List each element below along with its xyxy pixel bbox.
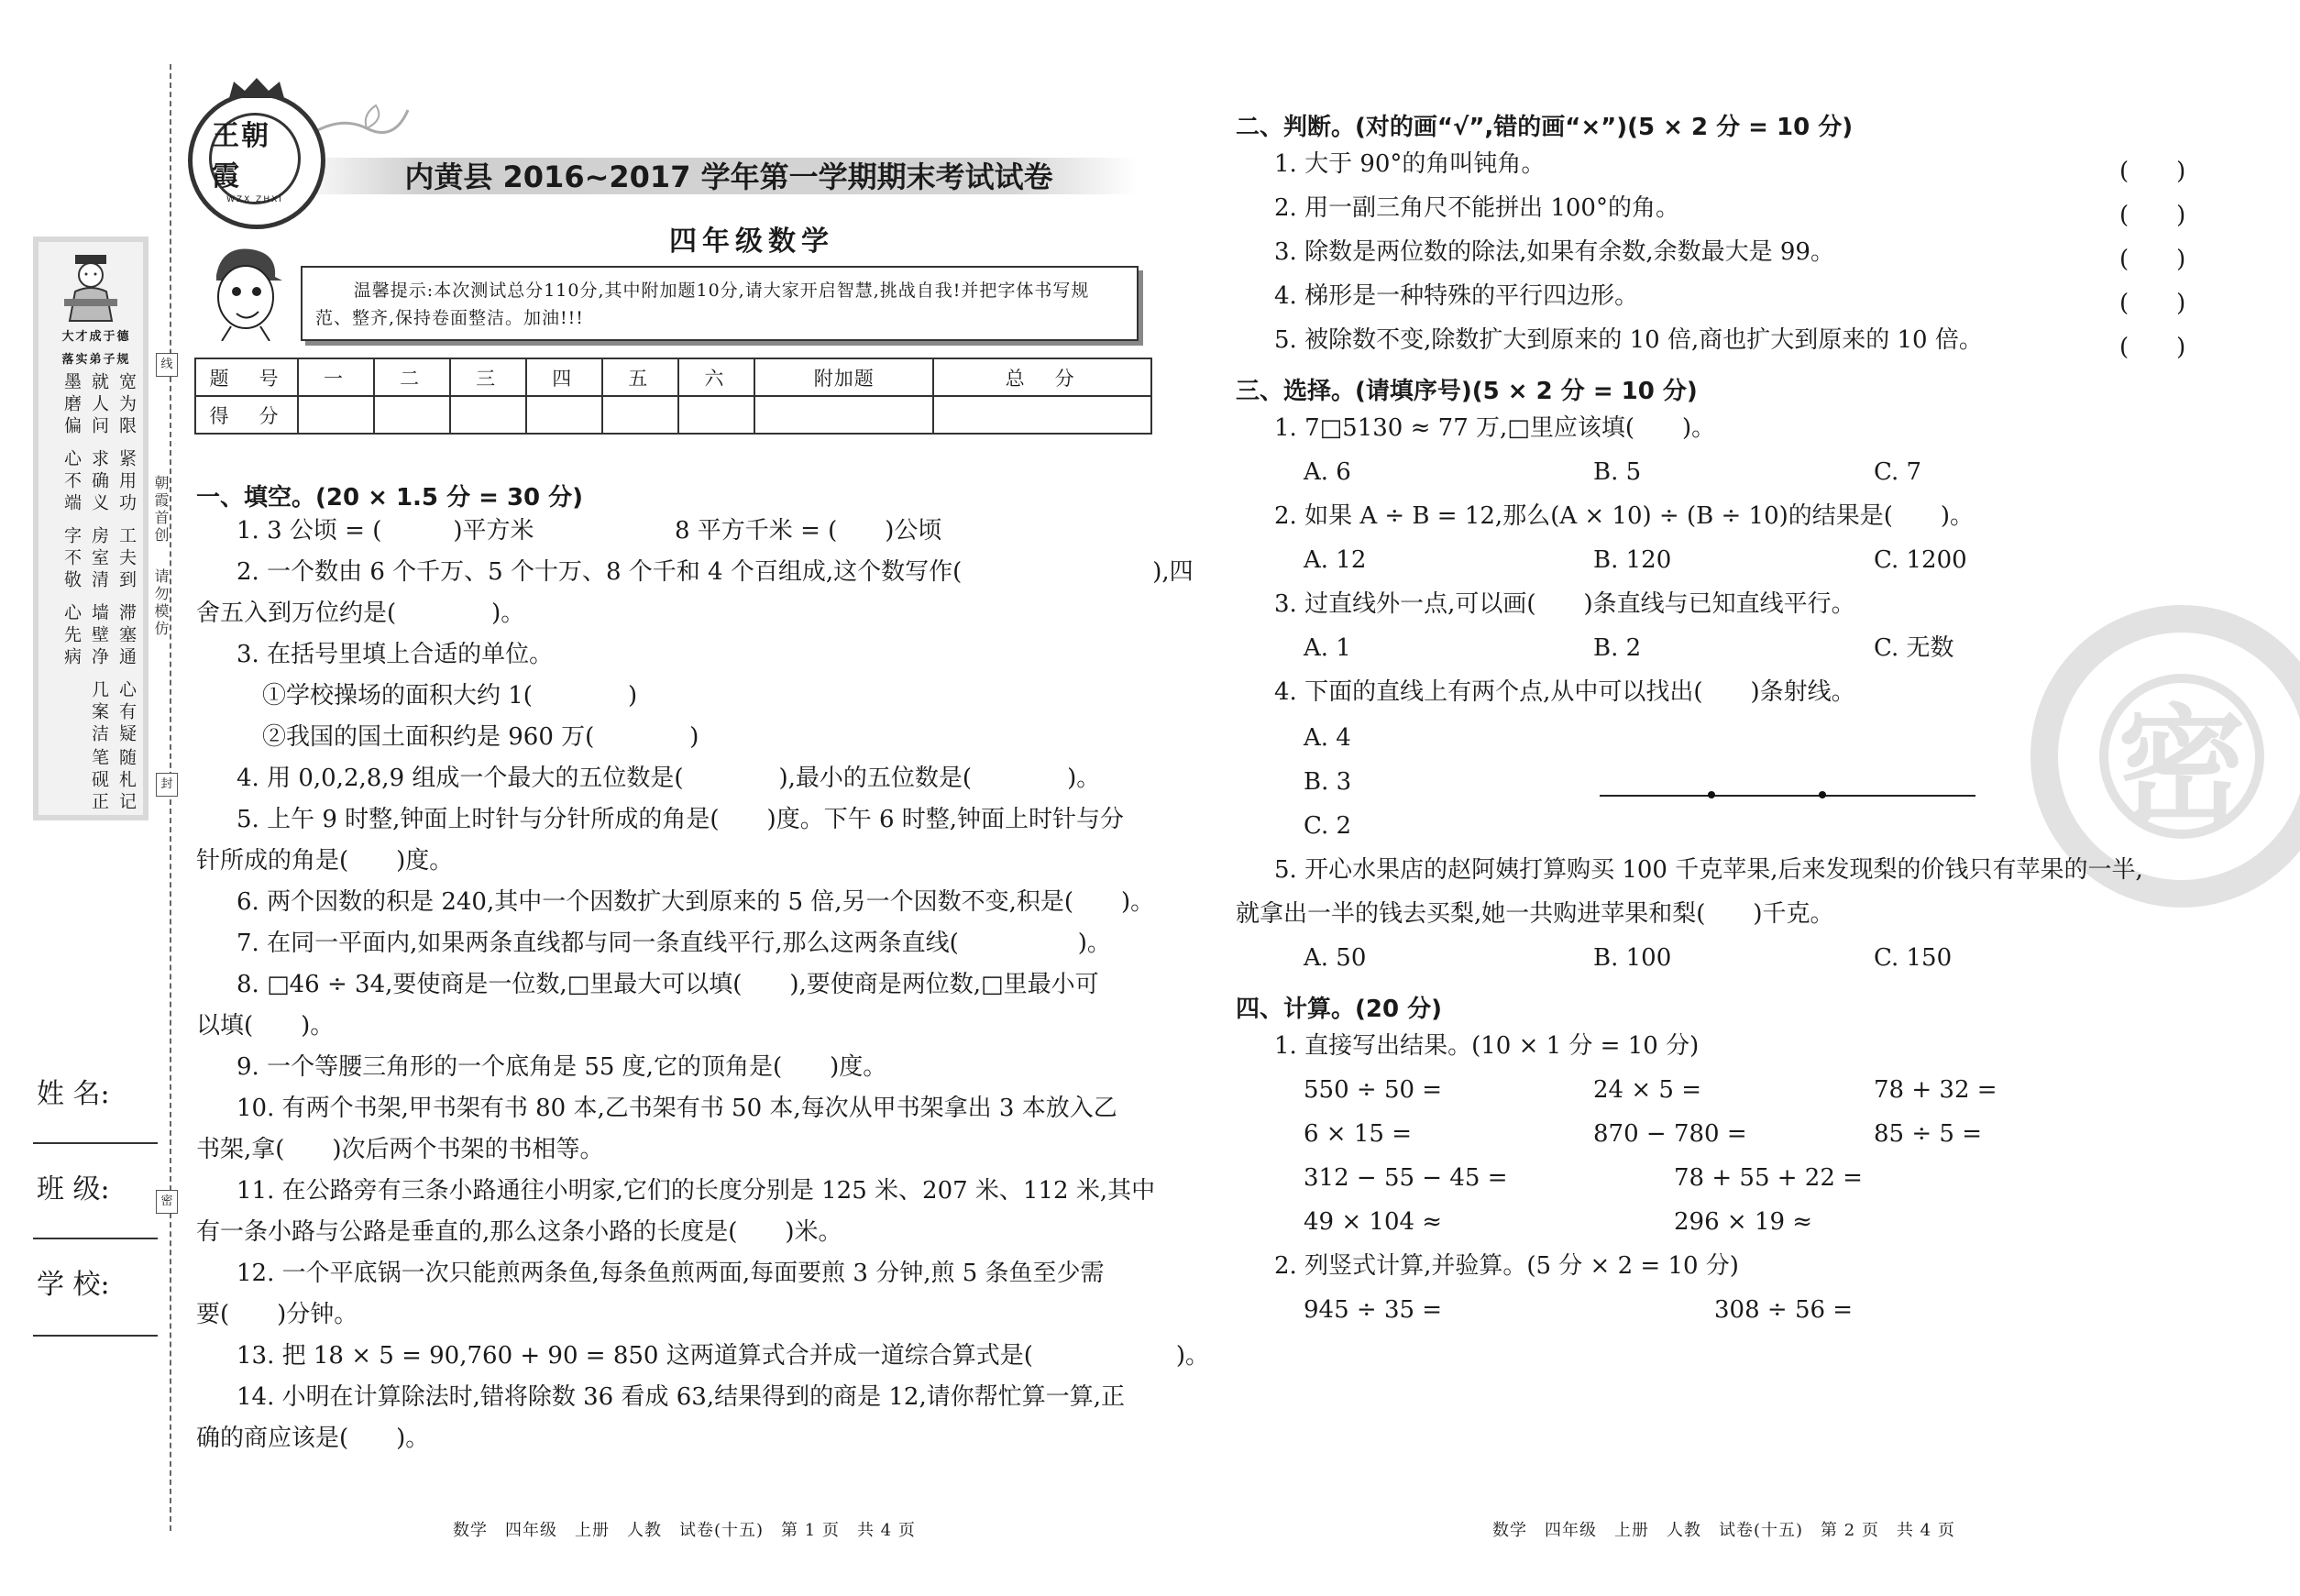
- motto-text: [50, 326, 143, 367]
- calc-item: 24 × 5 =: [1593, 1076, 1701, 1104]
- q1-1-text: 1. 3 公顷 = ( )平方米: [237, 517, 534, 545]
- score-cell[interactable]: [450, 396, 526, 434]
- cartoon-boy-icon: [204, 240, 286, 341]
- left-page-footer: 数学 四年级 上册 人教 试卷(十五) 第 1 页 共 4 页: [453, 1521, 916, 1540]
- motto-line-1: 大才成于德: [61, 330, 131, 344]
- choose-5-opt-c[interactable]: C. 150: [1874, 944, 1953, 972]
- score-col-3: 三: [450, 358, 526, 396]
- calc-item: 78 + 55 + 22 =: [1674, 1164, 1863, 1192]
- choose-4-opt-c[interactable]: C. 2: [1304, 812, 1352, 840]
- line-point-2: [1819, 791, 1826, 798]
- motto-col-16: 心先病: [61, 603, 82, 669]
- calc-item: 296 × 19 ≈: [1674, 1208, 1813, 1236]
- q1-7-text: 7. 在同一平面内,如果两条直线都与同一条直线平行,那么这两条直线( )。: [237, 930, 1111, 957]
- score-header-row: [195, 358, 1151, 396]
- q1-10-text: 10. 有两个书架,甲书架有书 80 本,乙书架有书 50 本,每次从甲书架拿出 3 本放入乙: [237, 1095, 1117, 1122]
- school-field[interactable]: [33, 1335, 158, 1337]
- judge-5-text: 5. 被除数不变,除数扩大到原来的 10 倍,商也扩大到原来的 10 倍。: [1274, 326, 1983, 354]
- choose-5-opt-a[interactable]: A. 50: [1304, 944, 1367, 972]
- score-cell[interactable]: [933, 396, 1151, 434]
- score-cell[interactable]: [754, 396, 933, 434]
- judge-5-answer[interactable]: ( ): [2119, 334, 2186, 361]
- choose-2-opt-a[interactable]: A. 12: [1304, 546, 1367, 574]
- judge-4-answer[interactable]: ( ): [2119, 290, 2186, 317]
- motto-line-2: 落实弟子规: [61, 353, 131, 367]
- logo-text: 王朝霞: [212, 120, 270, 193]
- motto-col-12: 笔砚正: [89, 748, 109, 814]
- choose-5-text: 5. 开心水果店的赵阿姨打算购买 100 千克苹果,后来发现梨的价钱只有苹果的一半,: [1274, 856, 2143, 884]
- score-col-6: 六: [678, 358, 754, 396]
- motto-panel-inner: [39, 242, 143, 815]
- q1-2-text-cont: 舍五入到万位约是( )。: [196, 600, 525, 627]
- judge-3-text: 3. 除数是两位数的除法,如果有余数,余数最大是 99。: [1274, 238, 1834, 266]
- straight-line-figure: [1600, 795, 1975, 797]
- score-col-5: 五: [602, 358, 678, 396]
- q1-8-text-cont: 以填( )。: [196, 1012, 335, 1040]
- score-col-4: 四: [526, 358, 602, 396]
- score-cell[interactable]: [678, 396, 754, 434]
- q1-14-text-cont: 确的商应该是( )。: [196, 1425, 430, 1452]
- score-cell[interactable]: [602, 396, 678, 434]
- judge-1-text: 1. 大于 90°的角叫钝角。: [1274, 150, 1546, 178]
- choose-4-text: 4. 下面的直线上有两个点,从中可以找出( )条射线。: [1274, 678, 1855, 706]
- q1-10-text-cont: 书架,拿( )次后两个书架的书相等。: [196, 1136, 604, 1163]
- motto-col-4: 滞塞通: [116, 603, 137, 669]
- judge-4-text: 4. 梯形是一种特殊的平行四边形。: [1274, 282, 1639, 310]
- q1-12-text-cont: 要( )分钟。: [196, 1301, 358, 1328]
- score-cell[interactable]: [298, 396, 374, 434]
- copyright-note-2: 请勿模仿: [152, 568, 170, 638]
- q1-4-text: 4. 用 0,0,2,8,9 组成一个最大的五位数是( ),最小的五位数是( )。: [237, 765, 1101, 792]
- q1-9-text: 9. 一个等腰三角形的一个底角是 55 度,它的顶角是( )度。: [237, 1053, 887, 1081]
- calc-item: 312 − 55 − 45 =: [1304, 1164, 1508, 1192]
- motto-col-7: 就人问: [89, 372, 109, 438]
- class-field[interactable]: [33, 1238, 158, 1239]
- scholar-figure-icon: [59, 251, 123, 325]
- seal-mark-line: 线: [156, 353, 178, 377]
- motto-col-13: 墨磨偏: [61, 372, 82, 438]
- section-3-title: 三、选择。(请填序号)(5 × 2 分 = 10 分): [1236, 378, 1698, 405]
- calc-item: 49 × 104 ≈: [1304, 1208, 1443, 1236]
- judge-1-answer[interactable]: ( ): [2119, 158, 2186, 185]
- choose-5-opt-b[interactable]: B. 100: [1593, 944, 1672, 972]
- motto-col-14: 心不端: [61, 449, 82, 515]
- name-label: 姓 名:: [37, 1078, 110, 1110]
- q1-12-text: 12. 一个平底锅一次只能煎两条鱼,每条鱼煎两面,每面要煎 3 分钟,煎 5 条鱼至少需: [237, 1260, 1105, 1287]
- motto-col-1: 宽为限: [116, 372, 137, 438]
- section-1-title: 一、填空。(20 × 1.5 分 = 30 分): [196, 484, 584, 512]
- exam-subtitle: 四年级数学: [669, 226, 834, 258]
- tip-box: [301, 266, 1139, 341]
- q1-6-text: 6. 两个因数的积是 240,其中一个因数扩大到原来的 5 倍,另一个因数不变,积是( )。: [237, 888, 1155, 916]
- choose-4-opt-b[interactable]: B. 3: [1304, 768, 1352, 796]
- choose-1-opt-a[interactable]: A. 6: [1304, 458, 1351, 486]
- score-col-bonus: 附加题: [754, 358, 933, 396]
- motto-col-3: 工夫到: [116, 526, 137, 592]
- score-cell[interactable]: [526, 396, 602, 434]
- choose-3-text: 3. 过直线外一点,可以画( )条直线与已知直线平行。: [1274, 590, 1855, 618]
- name-field[interactable]: [33, 1142, 158, 1144]
- motto-col-8: 求确义: [89, 449, 109, 515]
- choose-3-opt-b[interactable]: B. 2: [1593, 634, 1642, 662]
- score-col-1: 一: [298, 358, 374, 396]
- q1-2-text: 2. 一个数由 6 个千万、5 个十万、8 个千和 4 个百组成,这个数写作( ),四: [237, 558, 1194, 586]
- choose-3-opt-a[interactable]: A. 1: [1304, 634, 1351, 662]
- judge-3-answer[interactable]: ( ): [2119, 246, 2186, 273]
- motto-col-10: 墙壁净: [89, 603, 109, 669]
- choose-4-opt-a[interactable]: A. 4: [1304, 724, 1351, 752]
- choose-1-opt-b[interactable]: B. 5: [1593, 458, 1642, 486]
- judge-2-answer[interactable]: ( ): [2119, 202, 2186, 229]
- motto-col-15: 字不敬: [61, 526, 82, 592]
- calc-2-title: 2. 列竖式计算,并验算。(5 分 × 2 = 10 分): [1274, 1252, 1739, 1280]
- seal-mark-secret: 密: [156, 1190, 178, 1214]
- score-col-2: 二: [374, 358, 450, 396]
- binding-dashed-line: [170, 64, 171, 1531]
- score-value-row: [195, 396, 1151, 434]
- motto-col-6: 随札记: [116, 748, 137, 814]
- score-table: [194, 358, 1152, 435]
- choose-2-opt-c[interactable]: C. 1200: [1874, 546, 1967, 574]
- copyright-note-1: 朝霞首创: [152, 475, 170, 545]
- calc-item: 550 ÷ 50 =: [1304, 1076, 1443, 1104]
- q1-13-text: 13. 把 18 × 5 = 90,760 + 90 = 850 这两道算式合并成一道综合算式是( )。: [237, 1342, 1209, 1370]
- q1-11-text-cont: 有一条小路与公路是垂直的,那么这条小路的长度是( )米。: [196, 1218, 842, 1246]
- tip-text: 温馨提示:本次测试总分110分,其中附加题10分,请大家开启智慧,挑战自我!并把字体书写规范、整齐,保持卷面整洁。加油!!!: [315, 281, 1090, 328]
- choose-2-opt-b[interactable]: B. 120: [1593, 546, 1672, 574]
- logo-inner: [209, 113, 301, 204]
- judge-2-text: 2. 用一副三角尺不能拼出 100°的角。: [1274, 194, 1679, 222]
- q1-3-text: 3. 在括号里填上合适的单位。: [237, 641, 554, 668]
- logo-subtext: WZX ZHXI: [226, 195, 283, 204]
- choose-3-opt-c[interactable]: C. 无数: [1874, 634, 1954, 662]
- score-col-total: 总 分: [933, 358, 1151, 396]
- motto-col-11: 几案洁: [89, 680, 109, 746]
- q1-5-text-cont: 针所成的角是( )度。: [196, 847, 454, 875]
- q1-5-text: 5. 上午 9 时整,钟面上时针与分针所成的角是( )度。下午 6 时整,钟面上时针与分: [237, 806, 1125, 833]
- motto-col-2: 紧用功: [116, 449, 137, 515]
- q1-3b-text: ②我国的国土面积约是 960 万( ): [262, 723, 699, 751]
- score-row-label: 得 分: [195, 396, 298, 434]
- calc-2-item: 308 ÷ 56 =: [1714, 1296, 1854, 1324]
- class-label: 班 级:: [37, 1173, 110, 1205]
- calc-2-item: 945 ÷ 35 =: [1304, 1296, 1443, 1324]
- q1-11-text: 11. 在公路旁有三条小路通往小明家,它们的长度分别是 125 米、207 米、112 米,其中: [237, 1177, 1156, 1205]
- calc-item: 78 + 32 =: [1874, 1076, 1997, 1104]
- crown-icon: [225, 76, 289, 100]
- q1-3a-text: ①学校操场的面积大约 1( ): [262, 682, 638, 710]
- line-point-1: [1708, 791, 1715, 798]
- choose-5-text-cont: 就拿出一半的钱去买梨,她一共购进苹果和梨( )千克。: [1236, 900, 1834, 928]
- watermark-seal-inner: 密: [2099, 674, 2264, 839]
- section-2-title: 二、判断。(对的画“√”,错的画“×”)(5 × 2 分 = 10 分): [1236, 114, 1854, 141]
- right-page-footer: 数学 四年级 上册 人教 试卷(十五) 第 2 页 共 4 页: [1492, 1521, 1955, 1540]
- choose-2-text: 2. 如果 A ÷ B = 12,那么(A × 10) ÷ (B ÷ 10)的结果是( )。: [1274, 502, 1975, 530]
- score-cell[interactable]: [374, 396, 450, 434]
- calc-item: 870 − 780 =: [1593, 1120, 1747, 1148]
- motto-col-9: 房室清: [89, 526, 109, 592]
- choose-1-text: 1. 7□5130 ≈ 77 万,□里应该填( )。: [1274, 414, 1716, 442]
- q1-1b-text: 8 平方千米 = ( )公顷: [675, 517, 942, 545]
- motto-col-5: 心有疑: [116, 680, 137, 746]
- calc-item: 85 ÷ 5 =: [1874, 1120, 1982, 1148]
- school-label: 学 校:: [37, 1269, 110, 1301]
- exam-title: 内黄县 2016~2017 学年第一学期期末考试试卷: [404, 160, 1053, 194]
- q1-8-text: 8. □46 ÷ 34,要使商是一位数,□里最大可以填( ),要使商是两位数,□里最小可: [237, 971, 1099, 998]
- logo: [188, 92, 325, 229]
- calc-1-title: 1. 直接写出结果。(10 × 1 分 = 10 分): [1274, 1032, 1700, 1060]
- seal-mark-seal: 封: [156, 773, 178, 797]
- score-col-label: 题 号: [195, 358, 298, 396]
- motto-panel: [33, 237, 149, 820]
- calc-item: 6 × 15 =: [1304, 1120, 1412, 1148]
- choose-1-opt-c[interactable]: C. 7: [1874, 458, 1922, 486]
- q1-14-text: 14. 小明在计算除法时,错将除数 36 看成 63,结果得到的商是 12,请你帮忙算一算,正: [237, 1383, 1125, 1411]
- section-4-title: 四、计算。(20 分): [1236, 996, 1442, 1023]
